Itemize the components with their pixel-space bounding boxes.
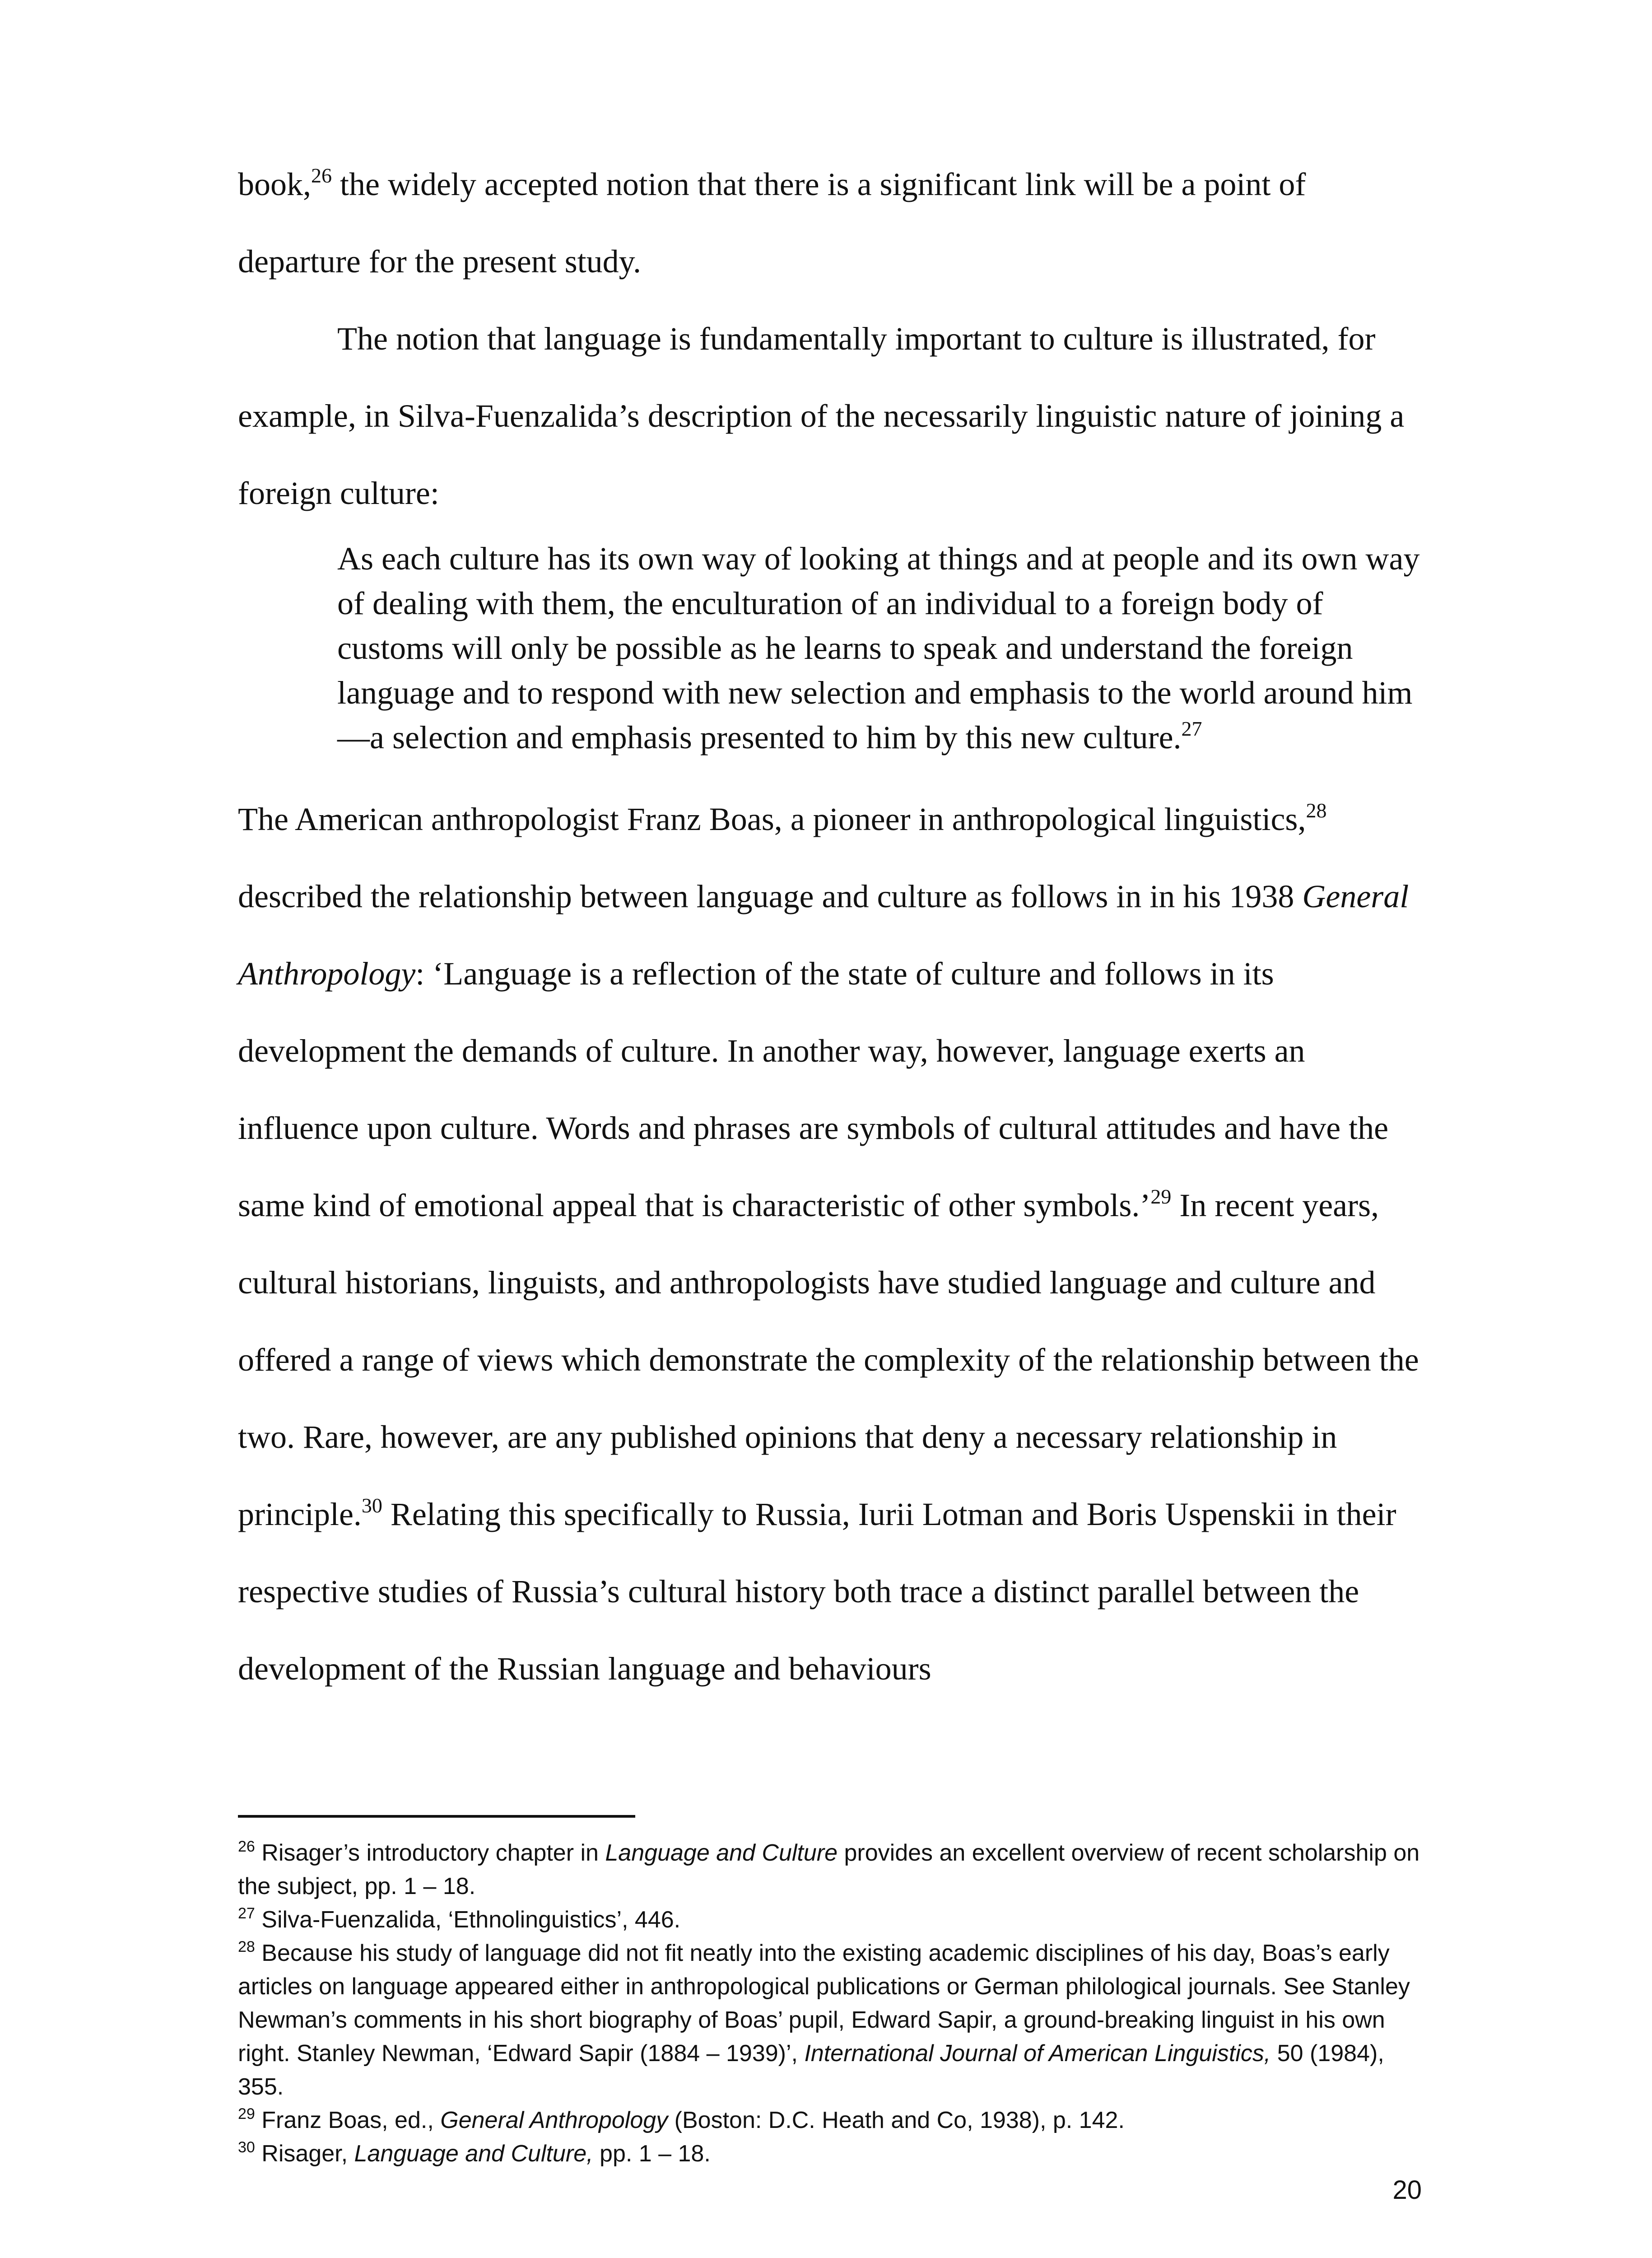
footnote-ref-30[interactable]: 30 [361, 1494, 382, 1517]
main-text [238, 146, 1421, 1707]
paragraph-3-text-b: described the relationship between language and culture as follows in in his 1938 [238, 878, 1303, 914]
paragraph-1-text-cont: the widely accepted notion that there is a significant link will be a point of departure for the present study. [238, 166, 1306, 280]
footnote-italic: General Anthropology [440, 2107, 668, 2133]
footnote-italic: Language and Culture, [354, 2141, 593, 2167]
footnote-27 [238, 1903, 1430, 1936]
footnote-ref-27[interactable]: 27 [1181, 717, 1202, 740]
page-number: 20 [1392, 2175, 1422, 2205]
footnote-italic: International Journal of American Linguistics, [804, 2040, 1271, 2067]
paragraph-3-text-d: In recent years, cultural historians, linguists, and anthropologists have studied language and culture and offered a range of views which demonstrate the complexity of the relationship between the two. Rare, however, are any published opinions that deny a necessary relationship in principle. [238, 1187, 1419, 1532]
book-title-general-anthropology: General Anthropology [238, 878, 1409, 992]
block-quote-text: As each culture has its own way of looking at things and at people and its own way of dealing with them, the enculturation of an individual to a foreign body of customs will only be possible as he learns to speak and understand the foreign language and to respond with new selection and emphasis to the world around him—a selection and emphasis presented to him by this new culture. [337, 541, 1420, 756]
footnote-text: Risager, [255, 2141, 354, 2167]
footnote-text: Franz Boas, ed., [255, 2107, 441, 2133]
footnote-number: 26 [238, 1838, 255, 1855]
footnote-number: 27 [238, 1905, 255, 1922]
footnote-separator [238, 1815, 635, 1818]
footnote-number: 28 [238, 1938, 255, 1955]
footnote-26 [238, 1836, 1430, 1903]
footnote-30 [238, 2137, 1430, 2170]
footnote-text: 50 (1984), 355. [238, 2040, 1384, 2100]
paragraph-3-text-c: : ‘Language is a reflection of the state of culture and follows in its development the demands of culture. In another way, however, language exerts an influence upon culture. Words and phrases are symbols of cultural attitudes and have the same kind of emotional appeal that is characteristic of other symbols.’ [238, 956, 1389, 1223]
paragraph-3 [238, 781, 1421, 1707]
footnote-italic: Language and Culture [605, 1840, 838, 1866]
footnote-ref-29[interactable]: 29 [1150, 1185, 1172, 1208]
paragraph-2: The notion that language is fundamentally important to culture is illustrated, for example, in Silva-Fuenzalida’s description of the necessarily linguistic nature of joining a foreign culture: [238, 321, 1405, 511]
footnote-number: 29 [238, 2105, 255, 2123]
footnote-ref-28[interactable]: 28 [1306, 799, 1327, 822]
footnote-number: 30 [238, 2139, 255, 2156]
paragraph-1 [238, 146, 1421, 300]
footnote-ref-26[interactable]: 26 [311, 164, 332, 187]
footnote-28 [238, 1936, 1430, 2104]
footnote-text: (Boston: D.C. Heath and Co, 1938), p. 142. [668, 2107, 1125, 2133]
footnotes [238, 1836, 1430, 2170]
footnote-text: Silva-Fuenzalida, ‘Ethnolinguistics’, 446. [255, 1907, 681, 1933]
footnote-text: pp. 1 – 18. [593, 2141, 711, 2167]
footnote-text: provides an excellent overview of recent scholarship on the subject, pp. 1 – 18. [238, 1840, 1420, 1899]
block-quote [337, 537, 1421, 760]
paragraph-3-text-e: Relating this specifically to Russia, Iurii Lotman and Boris Uspenskii in their respective studies of Russia’s cultural history both trace a distinct parallel between the development of the Russian language and behaviours [238, 1496, 1396, 1687]
footnote-text: Because his study of language did not fit neatly into the existing academic disciplines of his day, Boas’s early articles on language appeared either in anthropological publications or German philological journals. See Stanley Newman’s comments in his short biography of Boas’ pupil, Edward Sapir, a ground-breaking linguist in his own right. Stanley Newman, ‘Edward Sapir (1884 – 1939)’, [238, 1940, 1410, 2067]
footnote-text: Risager’s introductory chapter in [255, 1840, 605, 1866]
paragraph-3-text-a: The American anthropologist Franz Boas, a pioneer in anthropological linguistics, [238, 801, 1306, 837]
footnote-29 [238, 2104, 1430, 2137]
paragraph-1-text: book, [238, 166, 311, 202]
